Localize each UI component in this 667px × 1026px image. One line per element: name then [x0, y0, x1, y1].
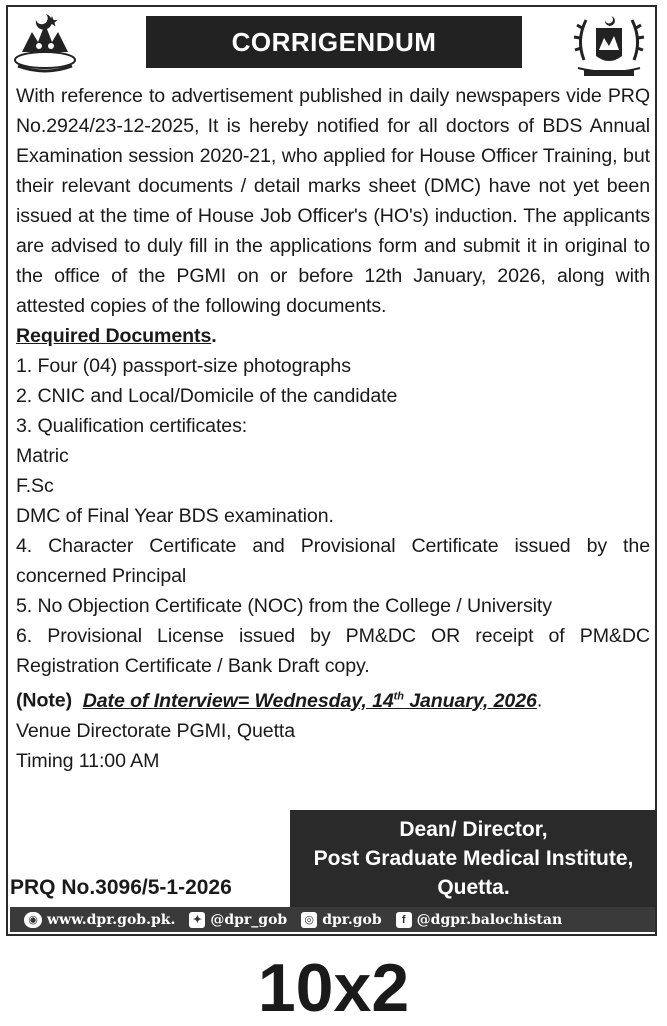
government-seal-logo — [570, 10, 648, 82]
footer-contact-bar — [10, 907, 655, 932]
instagram-icon: ◎ — [301, 912, 317, 928]
intro-paragraph: With reference to advertisement published in daily newspapers vide PRQ No.2924/23-12-2025, It is hereby notified for all doctors of BDS Annual Examination session 2020-21, who applied for House Officer Training, but their relevant documents / detail marks sheet (DMC) have not yet been issued at the time of House Job Officer's (HO's) induction. The applicants are advised to duly fill in the applications form and submit it in original to the office of the PGMI on or before 12th January, 2026, along with attested copies of the following documents. — [16, 85, 650, 317]
list-item: 5. No Objection Certificate (NOC) from the College / University — [16, 595, 552, 617]
signature-title: Dean/ Director, — [399, 818, 548, 841]
notice-title: CORRIGENDUM — [231, 26, 437, 57]
list-item: 3. Qualification certificates: — [16, 415, 248, 437]
list-item: DMC of Final Year BDS examination. — [16, 505, 334, 527]
list-item: 1. Four (04) passport-size photographs — [16, 355, 351, 377]
facebook-handle[interactable]: @dgpr.balochistan — [416, 911, 563, 928]
balochistan-emblem-logo — [12, 10, 78, 76]
list-item: 6. Provisional License issued by PM&DC OR receipt of PM&DC Registration Certificate / Bank Draft copy. — [16, 625, 650, 677]
facebook-icon: f — [396, 912, 412, 928]
list-item: 4. Character Certificate and Provisional Certificate issued by the concerned Principal — [16, 535, 650, 587]
signature-institute: Post Graduate Medical Institute, — [313, 847, 634, 870]
website-link[interactable]: www.dpr.gob.pk. — [47, 911, 176, 928]
interview-note: (Note) Date of Interview= Wednesday, 14th January, 2026. — [16, 689, 543, 712]
venue-line: Venue Directorate PGMI, Quetta — [16, 719, 296, 742]
prq-number: PRQ No.3096/5-1-2026 — [10, 876, 232, 899]
ad-size-label: 10x2 — [257, 950, 410, 1026]
signature-city: Quetta. — [437, 876, 510, 899]
list-item: F.Sc — [16, 475, 54, 497]
list-item: 2. CNIC and Local/Domicile of the candidate — [16, 385, 398, 407]
notice-body — [16, 81, 650, 776]
twitter-handle[interactable]: @dpr_gob — [210, 911, 288, 928]
timing-line: Timing 11:00 AM — [16, 749, 160, 772]
globe-icon: ◉ — [24, 912, 42, 928]
instagram-handle[interactable]: dpr.gob — [322, 911, 382, 928]
list-item: Matric — [16, 445, 69, 467]
required-documents-heading: Required Documents. — [16, 325, 217, 347]
corrigendum-title-bar — [146, 16, 522, 68]
twitter-icon: ✦ — [189, 912, 205, 928]
signature-block — [290, 810, 657, 910]
